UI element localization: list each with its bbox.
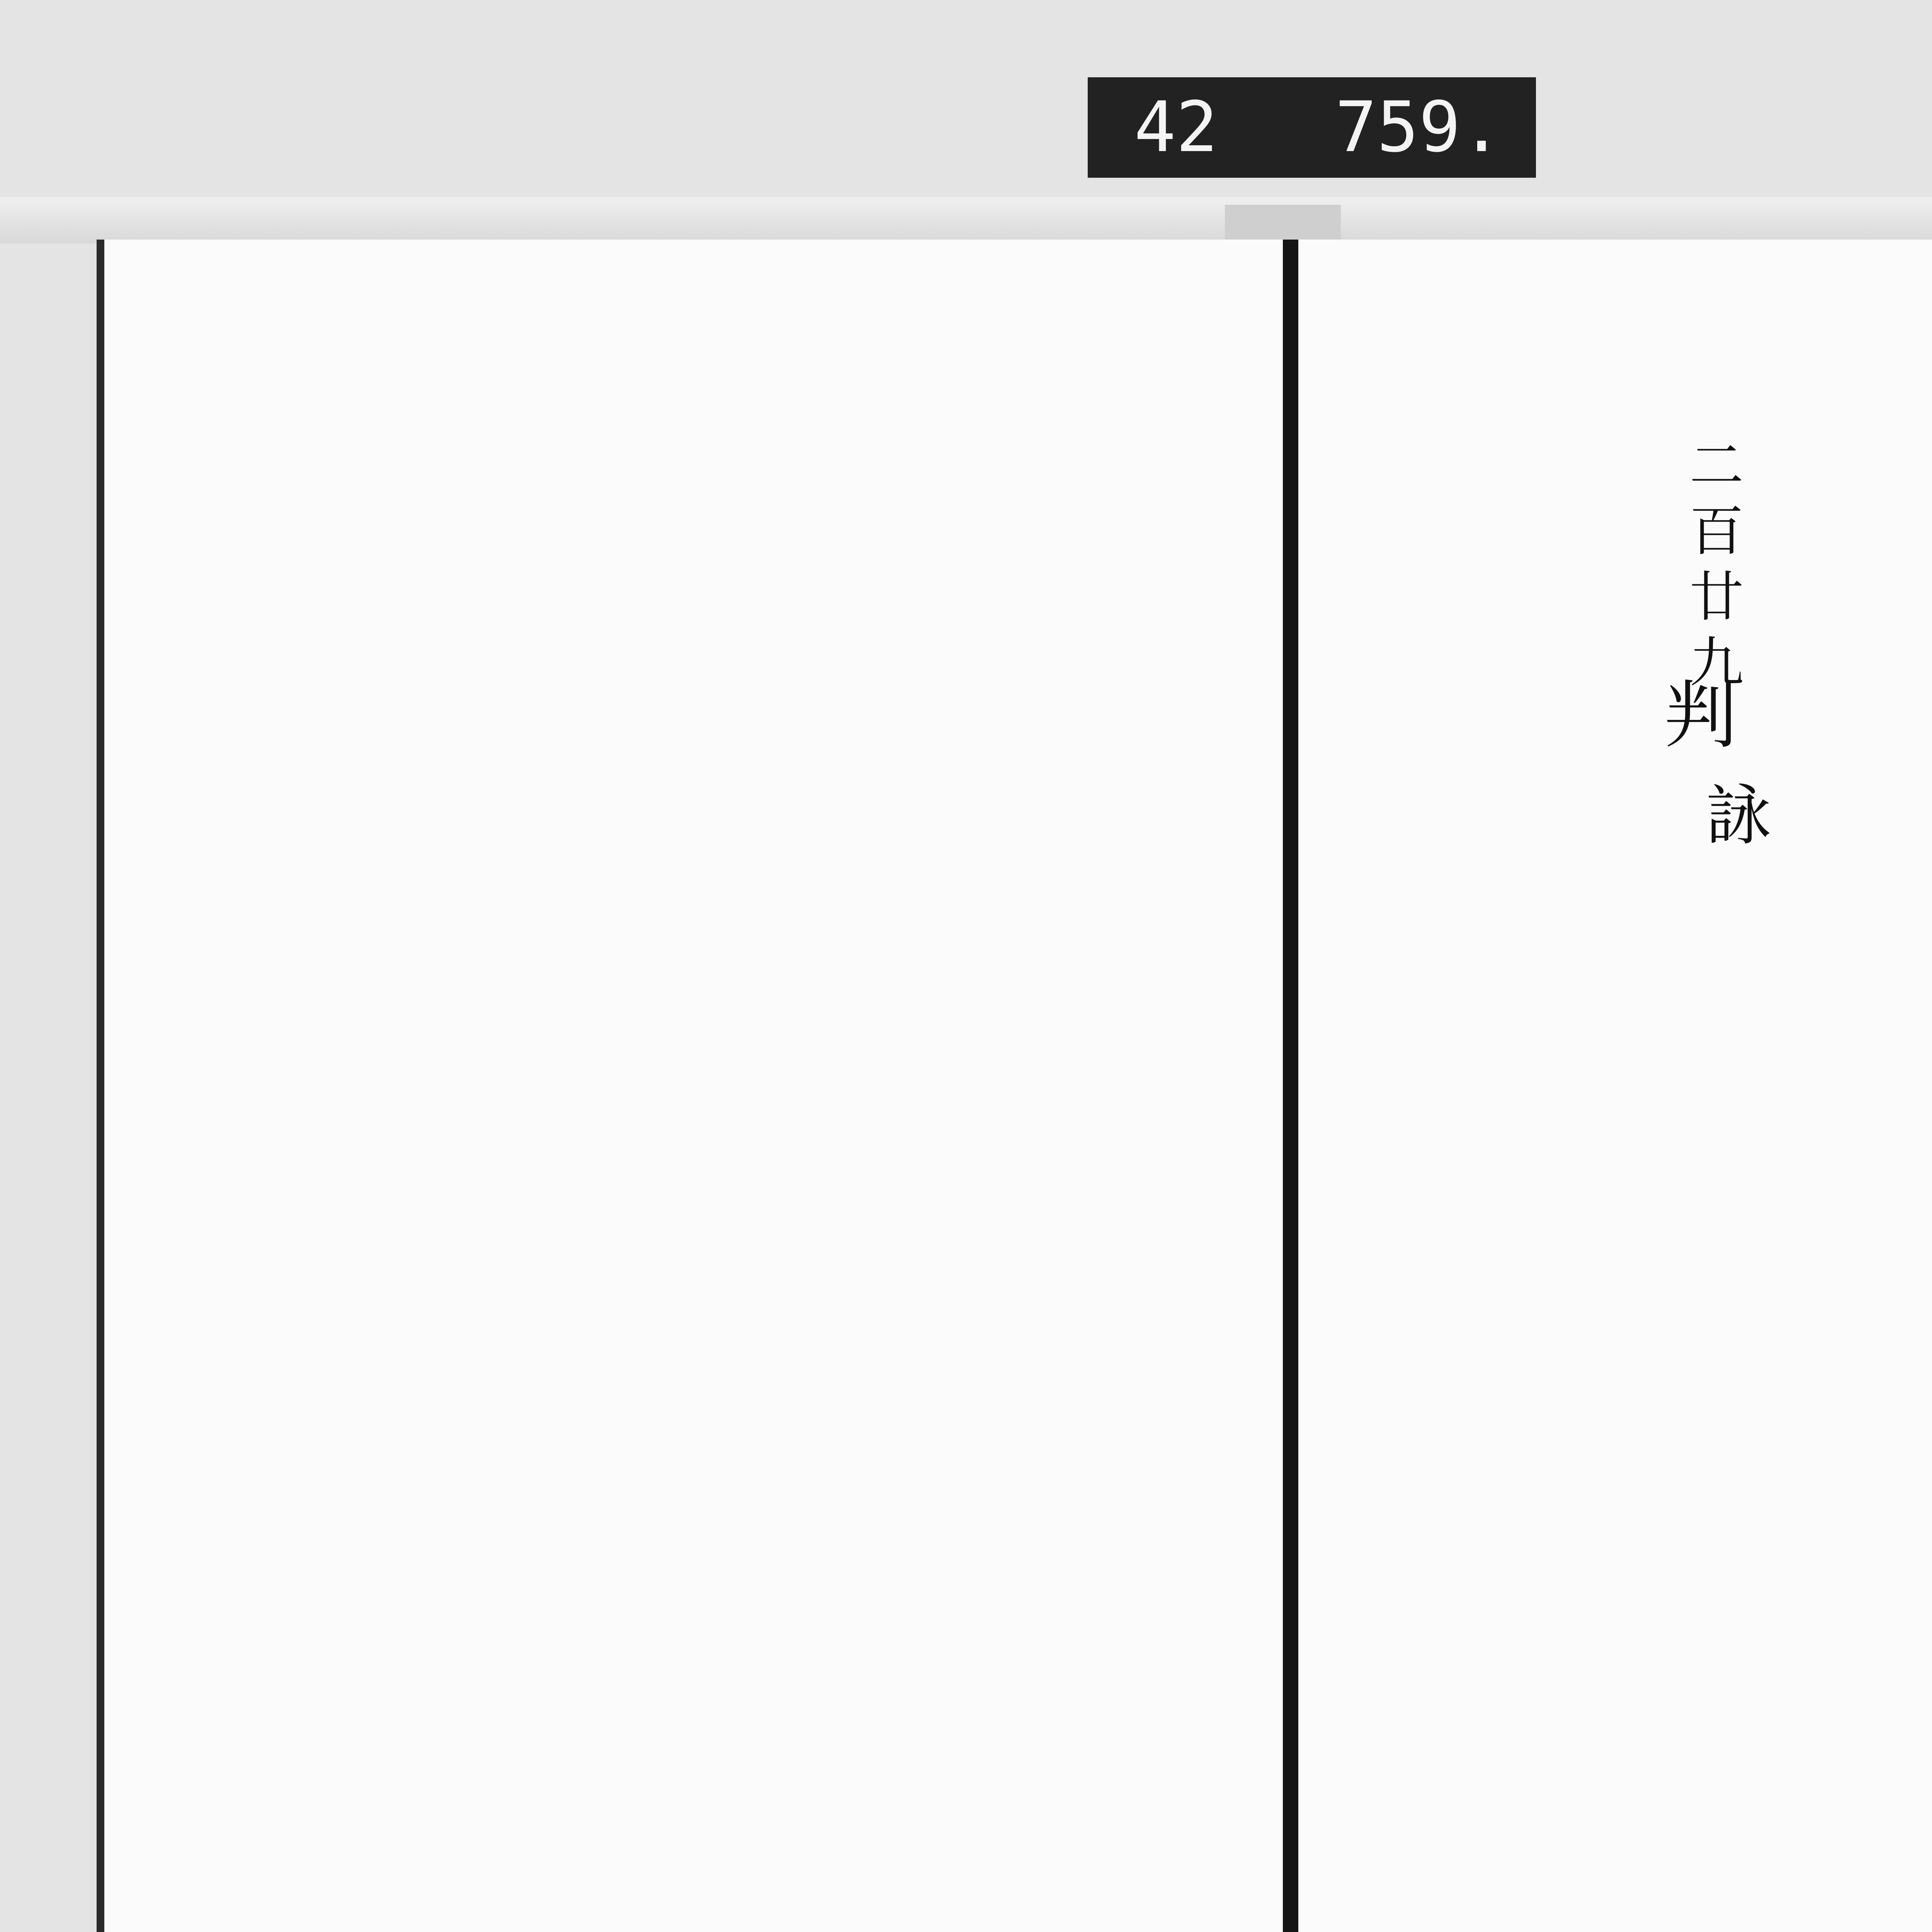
volume-number: 42 [1134,87,1218,168]
archive-label [1088,77,1536,178]
section-title: 詠 [1695,781,1771,846]
right-page [1298,240,1932,1932]
poem-number: 二百廿九 [1680,437,1743,699]
item-number: 759. [1335,87,1503,168]
book-gutter [1283,240,1298,1932]
scanner-ruler [0,197,1932,243]
left-page [104,240,1283,1932]
open-book [97,240,1932,1932]
section-mark: 判 [1652,676,1737,750]
